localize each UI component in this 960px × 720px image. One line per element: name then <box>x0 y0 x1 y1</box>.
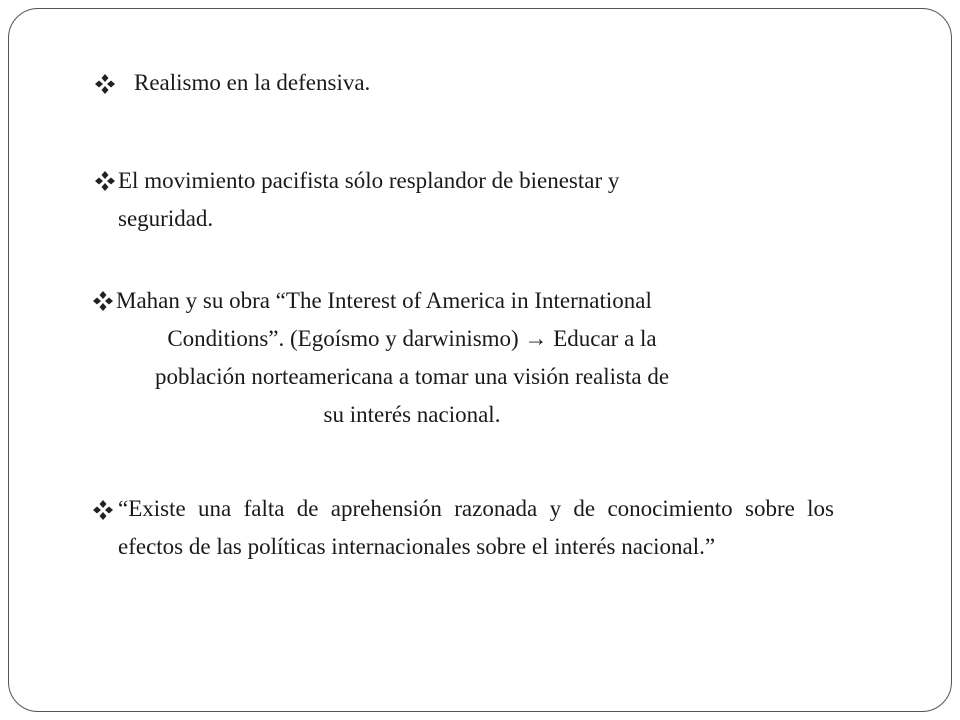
bullet-line: su interés nacional. <box>323 402 501 427</box>
diamond-bullet-icon <box>94 73 116 95</box>
bullet-movimiento-pacifista <box>118 162 778 238</box>
bullet-text: Realismo en la defensiva. <box>134 70 371 95</box>
bullet-line: Conditions”. (Egoísmo y darwinismo) → Educar a la <box>167 326 657 351</box>
diamond-bullet-icon <box>94 170 116 192</box>
diamond-bullet-icon <box>92 499 114 521</box>
bullet-line: Mahan y su obra “The Interest of America in International <box>116 288 652 313</box>
bullet-quote <box>118 490 834 566</box>
quote-text: “Existe una falta de aprehensión razonada y de conocimiento sobre los efectos de las políticas internacionales sobre el interés nacional.” <box>118 496 834 559</box>
bullet-line: seguridad. <box>118 206 214 231</box>
bullet-mahan <box>116 282 806 434</box>
bullet-line: El movimiento pacifista sólo resplandor de bienestar y <box>118 168 620 193</box>
diamond-bullet-icon <box>92 290 114 312</box>
bullet-line: población norteamericana a tomar una visión realista de <box>154 364 670 389</box>
bullet-realismo <box>134 64 834 102</box>
